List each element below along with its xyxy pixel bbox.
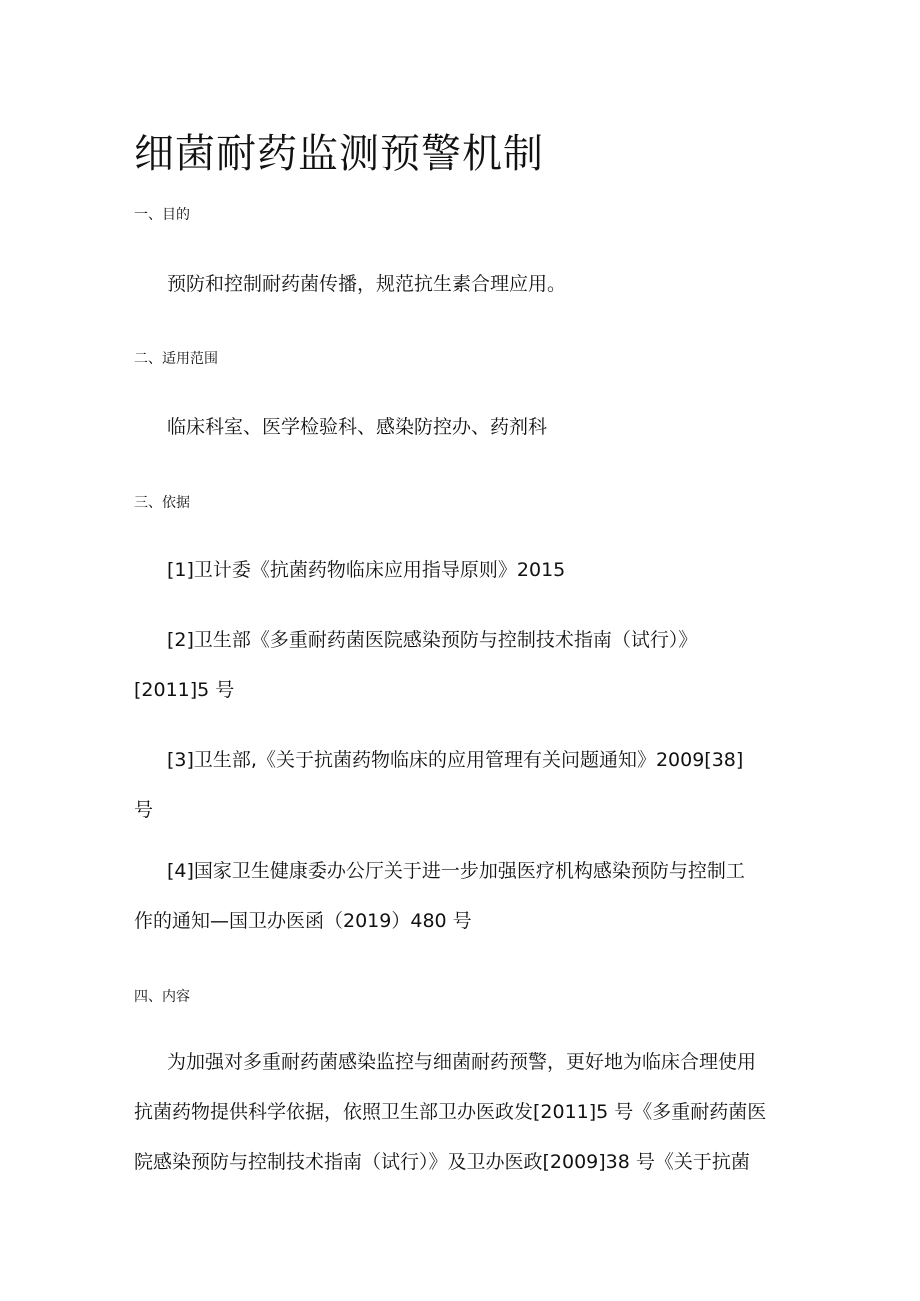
section-body-content xyxy=(134,1037,794,1187)
section-body-purpose xyxy=(134,259,794,309)
reference-item xyxy=(134,545,794,595)
document-title: 细菌耐药监测预警机制 xyxy=(134,131,544,177)
text-line: [2011]5 号 xyxy=(134,679,235,701)
text-line: 号 xyxy=(134,799,154,821)
text-line: 院感染预防与控制技术指南（试行）》及卫办医政[2009]38 号《关于抗菌 xyxy=(134,1151,750,1173)
section-heading-scope: 二、适用范围 xyxy=(134,351,218,367)
section-heading-purpose: 一、目的 xyxy=(134,207,190,223)
text-line: 临床科室、医学检验科、感染防控办、药剂科 xyxy=(167,416,548,438)
text-line: 为加强对多重耐药菌感染监控与细菌耐药预警，更好地为临床合理使用 xyxy=(167,1051,757,1073)
text-line: 预防和控制耐药菌传播，规范抗生素合理应用。 xyxy=(167,273,567,295)
section-heading-basis: 三、依据 xyxy=(134,495,190,511)
text-line: [1]卫计委《抗菌药物临床应用指导原则》2015 xyxy=(167,559,566,581)
text-line: [3]卫生部,《关于抗菌药物临床的应用管理有关问题通知》2009[38] xyxy=(167,749,744,771)
reference-item xyxy=(134,846,794,946)
text-line: 作的通知—国卫办医函（2019）480 号 xyxy=(134,910,472,932)
text-line: [2]卫生部《多重耐药菌医院感染预防与控制技术指南（试行）》 xyxy=(167,629,698,651)
reference-item xyxy=(134,735,794,835)
section-heading-content: 四、内容 xyxy=(134,989,190,1005)
reference-item xyxy=(134,615,794,715)
section-body-scope xyxy=(134,402,794,452)
text-line: [4]国家卫生健康委办公厅关于进一步加强医疗机构感染预防与控制工 xyxy=(167,860,745,882)
text-line: 抗菌药物提供科学依据，依照卫生部卫办医政发[2011]5 号《多重耐药菌医 xyxy=(134,1101,767,1123)
